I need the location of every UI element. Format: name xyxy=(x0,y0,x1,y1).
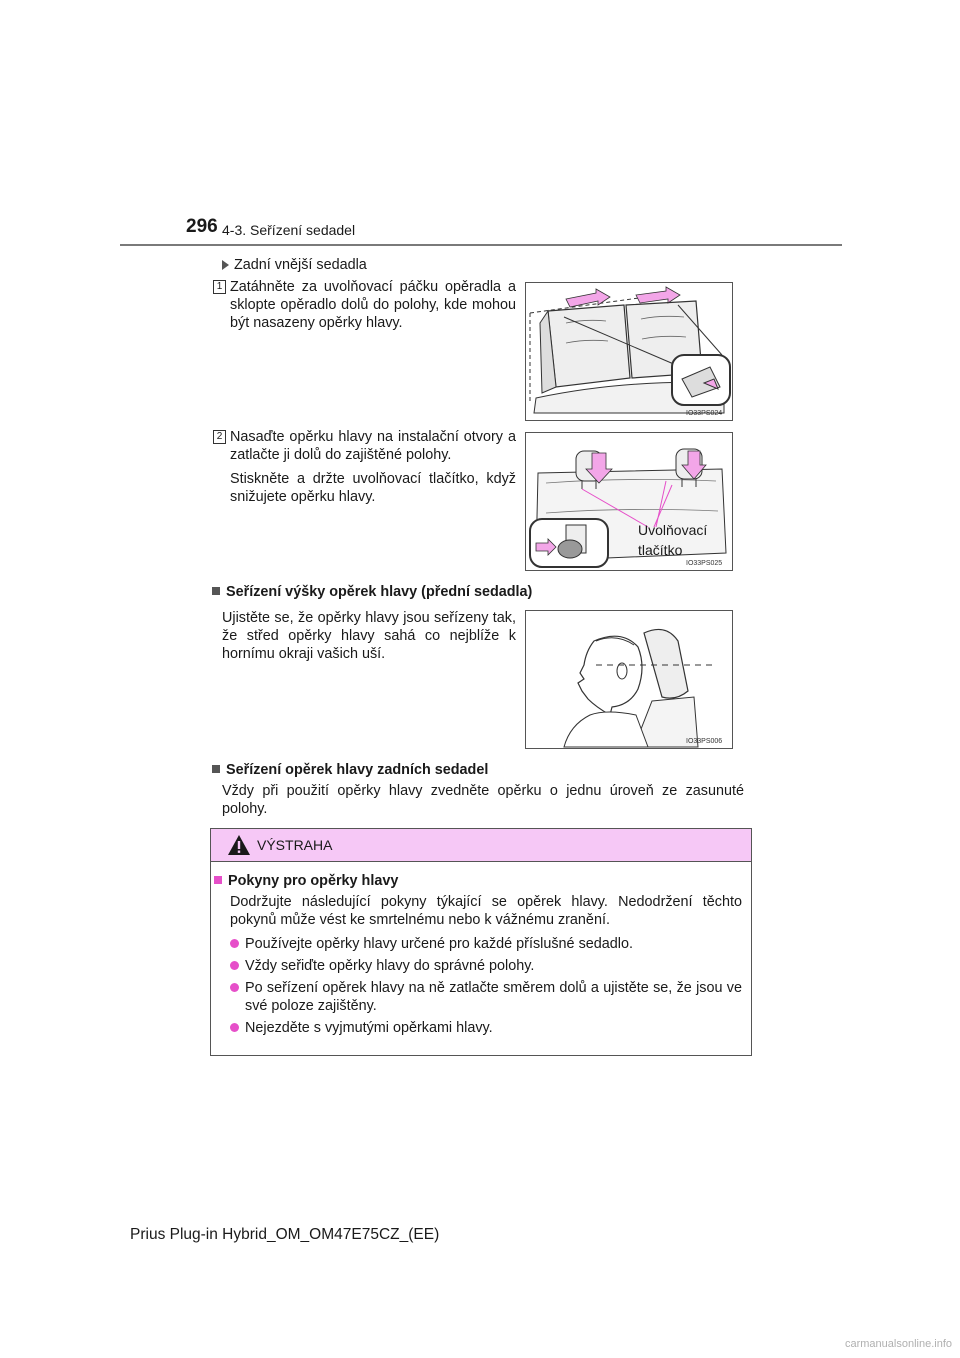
warning-bullet xyxy=(230,1019,742,1037)
step-2-note: Stiskněte a držte uvolňovací tlačítko, když snižujete opěrku hlavy. xyxy=(230,471,516,505)
square-bullet-icon xyxy=(212,587,220,595)
warning-intro: Dodržujte následující pokyny týkající se opěrek hlavy. Nedodržení těchto pokynů může vést ke smrtelnému nebo k vážnému zranění. xyxy=(230,894,742,928)
footer-doc-id: Prius Plug-in Hybrid_OM_OM47E75CZ_(EE) xyxy=(130,1226,440,1243)
warning-bullet-text: Vždy seřiďte opěrky hlavy do správné polohy. xyxy=(245,958,535,974)
section-title: 4-3. Seřízení sedadel xyxy=(222,222,356,238)
warning-box xyxy=(210,828,752,1056)
rear-outer-title-text: Zadní vnější sedadla xyxy=(234,257,367,273)
rear-adjust-heading xyxy=(212,762,488,778)
figure-code-025: IO33PS025 xyxy=(686,560,723,567)
callout-release-button-line1: Uvolňovací xyxy=(638,522,708,538)
warning-label: VÝSTRAHA xyxy=(257,837,333,853)
figure-headrest-height xyxy=(525,610,733,749)
figure-code-024: IO33PS024 xyxy=(686,410,723,417)
warning-bullet xyxy=(230,957,742,975)
pink-dot-bullet-icon xyxy=(230,961,239,970)
warning-bullet xyxy=(230,979,742,1015)
warning-bullet-text: Po seřízení opěrek hlavy na ně zatlačte směrem dolů a ujistěte se, že jsou ve své poloze zajištěny. xyxy=(245,980,742,1014)
pink-dot-bullet-icon xyxy=(230,983,239,992)
pink-square-bullet-icon xyxy=(214,876,222,884)
warning-header xyxy=(211,829,751,862)
step-2-number: 2 xyxy=(213,430,226,444)
warning-triangle-icon xyxy=(227,834,251,856)
rear-adjust-heading-text: Seřízení opěrek hlavy zadních sedadel xyxy=(226,762,489,778)
pink-dot-bullet-icon xyxy=(230,939,239,948)
rear-outer-title xyxy=(222,256,367,274)
warning-heading-text: Pokyny pro opěrky hlavy xyxy=(228,873,399,889)
callout-release-button-line2: tlačítko xyxy=(638,542,683,558)
front-height-heading-text: Seřízení výšky opěrek hlavy (přední sedadla) xyxy=(226,584,533,600)
warning-bullet xyxy=(230,935,742,953)
front-height-heading xyxy=(212,584,532,600)
figure-code-006: IO33PS006 xyxy=(686,738,723,745)
step-2-text: Nasaďte opěrku hlavy na instalační otvory a zatlačte ji dolů do zajištěné polohy. xyxy=(230,429,516,463)
figure-headrest-install xyxy=(525,432,733,571)
square-bullet-icon xyxy=(212,765,220,773)
warning-bullet-text: Používejte opěrky hlavy určené pro každé příslušné sedadlo. xyxy=(245,936,633,952)
warning-heading xyxy=(214,873,398,889)
step-1-number: 1 xyxy=(213,280,226,294)
watermark: carmanualsonline.info xyxy=(844,1338,952,1350)
rear-adjust-text: Vždy při použití opěrky hlavy zvedněte opěrku o jednu úroveň ze zasunuté polohy. xyxy=(222,783,744,817)
triangle-bullet-icon xyxy=(222,260,229,270)
header-divider xyxy=(120,244,842,246)
step-1-text: Zatáhněte za uvolňovací páčku opěradla a sklopte opěradlo dolů do polohy, kde mohou být nasazeny opěrky hlavy. xyxy=(230,279,516,331)
page-number: 296 xyxy=(186,216,218,237)
front-height-text: Ujistěte se, že opěrky hlavy jsou seřízeny tak, že střed opěrky hlavy sahá co nejblíže k hornímu okraji vašich uší. xyxy=(222,610,516,662)
warning-bullet-text: Nejezděte s vyjmutými opěrkami hlavy. xyxy=(245,1020,493,1036)
figure-rear-seat-fold xyxy=(525,282,733,421)
pink-dot-bullet-icon xyxy=(230,1023,239,1032)
